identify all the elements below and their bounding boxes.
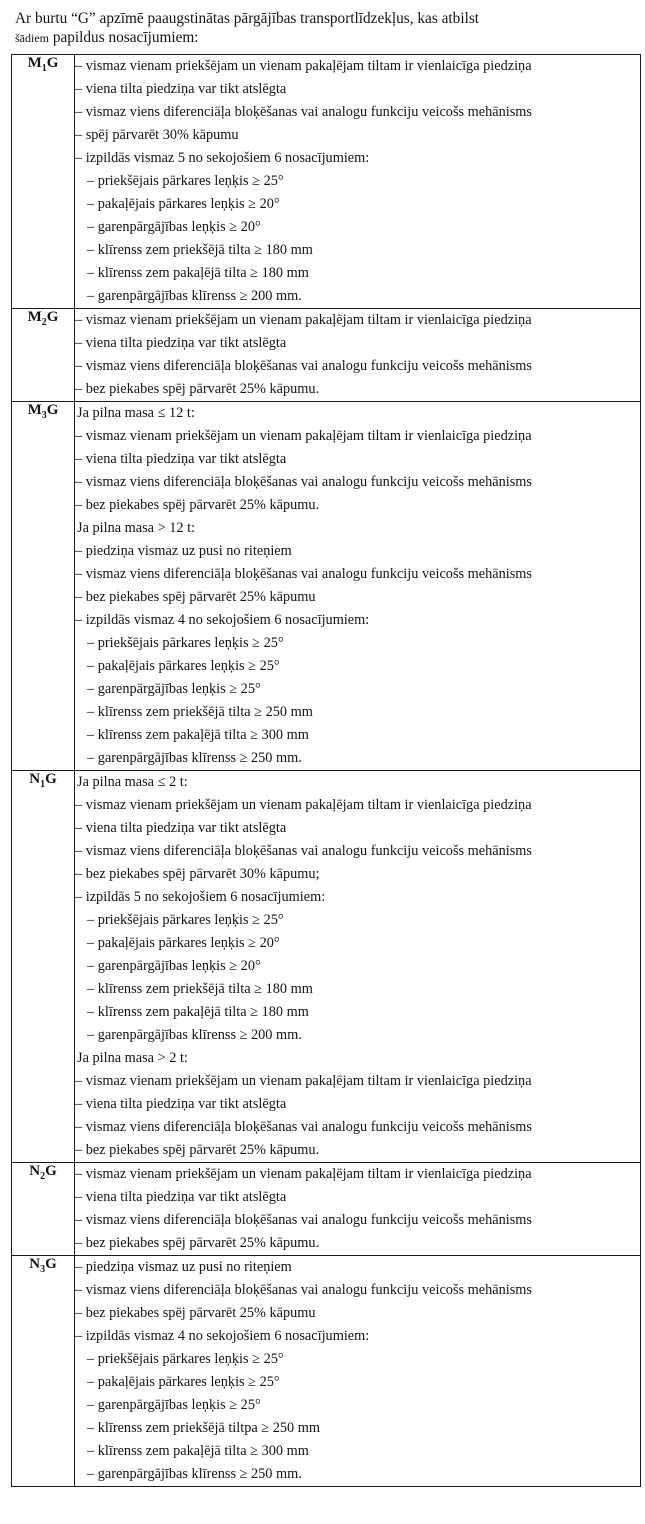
- intro-line-1: Ar burtu “G” apzīmē paaugstinātas pārgājības transportlīdzekļus, kas atbilst: [15, 10, 480, 27]
- category-cell: [12, 402, 75, 771]
- condition-heading: Ja pilna masa > 2 t:: [77, 1050, 188, 1066]
- sub-requirement: – klīrenss zem pakaļējā tilta ≥ 180 mm: [87, 1004, 309, 1020]
- table-row: [12, 402, 641, 771]
- condition-heading: Ja pilna masa > 12 t:: [77, 520, 196, 536]
- requirement-line: – izpildās vismaz 5 no sekojošiem 6 nosacījumiem:: [75, 150, 370, 166]
- sub-requirement: – klīrenss zem pakaļējā tilta ≥ 180 mm: [87, 265, 309, 281]
- requirement-line: – vismaz viens diferenciāļa bloķēšanas vai analogu funkciju veicošs mehānisms: [75, 566, 532, 582]
- sub-requirement: – klīrenss zem priekšējā tilta ≥ 250 mm: [87, 704, 313, 720]
- category-base: N: [29, 1256, 41, 1272]
- category-cell: [12, 1163, 75, 1256]
- category-base: M: [27, 55, 42, 71]
- sub-requirement: – garenpārgājības leņķis ≥ 20°: [87, 219, 261, 235]
- requirement-line: – viena tilta piedziņa var tikt atslēgta: [75, 820, 287, 836]
- requirement-line: – izpildās 5 no sekojošiem 6 nosacījumiem:: [75, 889, 326, 905]
- condition-heading: Ja pilna masa ≤ 2 t:: [77, 774, 188, 790]
- category-base: M: [27, 402, 42, 418]
- requirement-line: – piedziņa vismaz uz pusi no riteņiem: [75, 1259, 292, 1275]
- requirement-line: – izpildās vismaz 4 no sekojošiem 6 nosacījumiem:: [75, 1328, 370, 1344]
- sub-requirement: – garenpārgājības klīrenss ≥ 200 mm.: [87, 288, 302, 304]
- requirement-line: – viena tilta piedziņa var tikt atslēgta: [75, 335, 287, 351]
- requirements-cell: [75, 309, 641, 402]
- category-suffix: G: [46, 309, 59, 325]
- requirement-line: – vismaz vienam priekšējam un vienam pakaļējam tiltam ir vienlaicīga piedziņa: [75, 797, 532, 813]
- sub-requirement: – klīrenss zem priekšējā tilta ≥ 180 mm: [87, 242, 313, 258]
- requirement-line: – viena tilta piedziņa var tikt atslēgta: [75, 1096, 287, 1112]
- category-base: N: [29, 771, 41, 787]
- requirement-line: – piedziņa vismaz uz pusi no riteņiem: [75, 543, 292, 559]
- sub-requirement: – priekšējais pārkares leņķis ≥ 25°: [87, 912, 284, 928]
- requirement-line: – vismaz vienam priekšējam un vienam pakaļējam tiltam ir vienlaicīga piedziņa: [75, 1073, 532, 1089]
- requirements-cell: [75, 55, 641, 309]
- sub-requirement: – pakaļējais pārkares leņķis ≥ 25°: [87, 658, 280, 674]
- category-suffix: G: [45, 1256, 57, 1272]
- sub-requirement: – klīrenss zem priekšējā tilta ≥ 180 mm: [87, 981, 313, 997]
- requirement-line: – vismaz vienam priekšējam un vienam pakaļējam tiltam ir vienlaicīga piedziņa: [75, 312, 532, 328]
- intro-line-2-small: šādiem: [15, 31, 49, 45]
- sub-requirement: – garenpārgājības leņķis ≥ 20°: [87, 958, 261, 974]
- category-cell: [12, 55, 75, 309]
- requirements-cell: [75, 771, 641, 1163]
- sub-requirement: – garenpārgājības klīrenss ≥ 250 mm.: [87, 1466, 302, 1482]
- sub-requirement: – priekšējais pārkares leņķis ≥ 25°: [87, 635, 284, 651]
- requirement-line: – bez piekabes spēj pārvarēt 25% kāpumu.: [75, 1235, 320, 1251]
- sub-requirement: – garenpārgājības klīrenss ≥ 200 mm.: [87, 1027, 302, 1043]
- sub-requirement: – garenpārgājības klīrenss ≥ 250 mm.: [87, 750, 302, 766]
- category-base: N: [29, 1163, 41, 1179]
- intro-line-2-rest: papildus nosacījumiem:: [49, 29, 199, 46]
- requirement-line: – vismaz viens diferenciāļa bloķēšanas vai analogu funkciju veicošs mehānisms: [75, 843, 532, 859]
- requirement-line: – vismaz viens diferenciāļa bloķēšanas vai analogu funkciju veicošs mehānisms: [75, 474, 532, 490]
- requirement-line: – bez piekabes spēj pārvarēt 25% kāpumu: [75, 589, 316, 605]
- category-suffix: G: [46, 55, 59, 71]
- requirement-line: – spēj pārvarēt 30% kāpumu: [75, 127, 239, 143]
- intro-paragraph: [15, 9, 633, 48]
- category-suffix: G: [45, 771, 57, 787]
- category-subscript: 1: [40, 779, 46, 790]
- requirement-line: – vismaz viens diferenciāļa bloķēšanas vai analogu funkciju veicošs mehānisms: [75, 104, 532, 120]
- category-cell: [12, 309, 75, 402]
- requirement-line: – bez piekabes spēj pārvarēt 25% kāpumu.: [75, 381, 320, 397]
- table-row: [12, 55, 641, 309]
- category-subscript: 2: [40, 1171, 46, 1182]
- sub-requirement: – garenpārgājības leņķis ≥ 25°: [87, 1397, 261, 1413]
- requirement-line: – vismaz vienam priekšējam un vienam pakaļējam tiltam ir vienlaicīga piedziņa: [75, 58, 532, 74]
- requirement-line: – vismaz viens diferenciāļa bloķēšanas vai analogu funkciju veicošs mehānisms: [75, 358, 532, 374]
- requirement-line: – viena tilta piedziņa var tikt atslēgta: [75, 451, 287, 467]
- category-suffix: G: [46, 402, 59, 418]
- category-cell: [12, 1256, 75, 1487]
- sub-requirement: – pakaļējais pārkares leņķis ≥ 20°: [87, 935, 280, 951]
- requirement-line: – viena tilta piedziņa var tikt atslēgta: [75, 81, 287, 97]
- sub-requirement: – pakaļējais pārkares leņķis ≥ 20°: [87, 196, 280, 212]
- requirement-line: – bez piekabes spēj pārvarēt 25% kāpumu.: [75, 1142, 320, 1158]
- requirements-cell: [75, 1256, 641, 1487]
- condition-heading: Ja pilna masa ≤ 12 t:: [77, 405, 195, 421]
- requirement-line: – izpildās vismaz 4 no sekojošiem 6 nosacījumiem:: [75, 612, 370, 628]
- sub-requirement: – garenpārgājības leņķis ≥ 25°: [87, 681, 261, 697]
- requirement-line: – bez piekabes spēj pārvarēt 25% kāpumu.: [75, 497, 320, 513]
- requirements-cell: [75, 402, 641, 771]
- requirement-line: – vismaz viens diferenciāļa bloķēšanas vai analogu funkciju veicošs mehānisms: [75, 1119, 532, 1135]
- table-body: [12, 55, 641, 1487]
- category-requirements-table: [11, 54, 641, 1487]
- table-row: [12, 309, 641, 402]
- category-cell: [12, 771, 75, 1163]
- sub-requirement: – klīrenss zem pakaļējā tilta ≥ 300 mm: [87, 727, 309, 743]
- category-subscript: 2: [41, 317, 47, 328]
- table-row: [12, 1256, 641, 1487]
- category-subscript: 3: [40, 1264, 46, 1275]
- requirement-line: – vismaz viens diferenciāļa bloķēšanas vai analogu funkciju veicošs mehānisms: [75, 1212, 532, 1228]
- category-subscript: 3: [41, 410, 47, 421]
- requirement-line: – vismaz vienam priekšējam un vienam pakaļējam tiltam ir vienlaicīga piedziņa: [75, 428, 532, 444]
- sub-requirement: – pakaļējais pārkares leņķis ≥ 25°: [87, 1374, 280, 1390]
- category-suffix: G: [45, 1163, 57, 1179]
- requirement-line: – vismaz vienam priekšējam un vienam pakaļējam tiltam ir vienlaicīga piedziņa: [75, 1166, 532, 1182]
- sub-requirement: – klīrenss zem priekšējā tiltpa ≥ 250 mm: [87, 1420, 320, 1436]
- requirements-cell: [75, 1163, 641, 1256]
- sub-requirement: – klīrenss zem pakaļējā tilta ≥ 300 mm: [87, 1443, 309, 1459]
- sub-requirement: – priekšējais pārkares leņķis ≥ 25°: [87, 1351, 284, 1367]
- table-row: [12, 771, 641, 1163]
- sub-requirement: – priekšējais pārkares leņķis ≥ 25°: [87, 173, 284, 189]
- category-subscript: 1: [41, 63, 47, 74]
- requirement-line: – vismaz viens diferenciāļa bloķēšanas vai analogu funkciju veicošs mehānisms: [75, 1282, 532, 1298]
- category-base: M: [27, 309, 42, 325]
- requirement-line: – bez piekabes spēj pārvarēt 30% kāpumu;: [75, 866, 320, 882]
- requirement-line: – bez piekabes spēj pārvarēt 25% kāpumu: [75, 1305, 316, 1321]
- requirement-line: – viena tilta piedziņa var tikt atslēgta: [75, 1189, 287, 1205]
- table-row: [12, 1163, 641, 1256]
